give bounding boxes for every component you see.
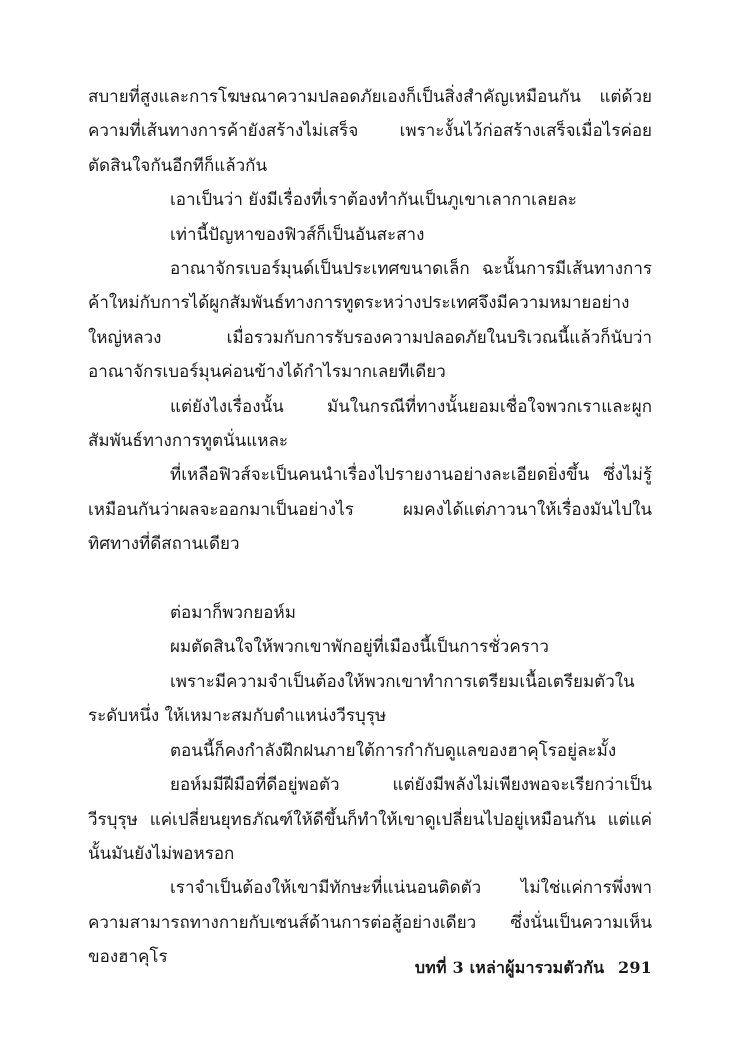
page-footer — [300, 956, 652, 981]
paragraph-6: ที่เหลือฟิวส์จะเป็นคนนำเรื่องไปรายงานอย่างละเอียดยิ่งขึ้น ซึ่งไม่รู้เหมือนกันว่าผลจะออกมาเป็นอย่างไร ผมคงได้แต่ภาวนาให้เรื่องมันไปในทิศทางที่ดีสถานเดียว — [88, 465, 652, 555]
paragraph-11: ยอห์มมีฝีมือที่ดีอยู่พอตัว แต่ยังมีพลังไม่เพียงพอจะเรียกว่าเป็นวีรบุรุษ แค่เปลี่ยนยุทธภัณฑ์ให้ดีขึ้นก็ทำให้เขาดูเปลี่ยนไปอยู่เหมือนกัน แต่แค่นั้นมันยังไม่พอหรอก — [88, 775, 652, 864]
paragraph-2: เอาเป็นว่า ยังมีเรื่องที่เราต้องทำกันเป็นภูเขาเลากาเลยละ — [170, 190, 577, 211]
page-number: 291 — [618, 958, 652, 977]
paragraph-9: เพราะมีความจำเป็นต้องให้พวกเขาทำการเตรียมเนื้อเตรียมตัวในระดับหนึ่ง ให้เหมาะสมกับตำแหน่งวีรบุรุษ — [88, 671, 635, 727]
page-body — [88, 80, 652, 975]
paragraph-12: เราจำเป็นต้องให้เขามีทักษะที่แน่นอนติดตัว ไม่ใช่แค่การพึ่งพาความสามารถทางกายกับเซนส์ด้านการต่อสู้อย่างเดียว ซึ่งนั่นเป็นความเห็นของฮาคุโร — [88, 878, 652, 968]
paragraph-10: ตอนนี้ก็คงกำลังฝึกฝนภายใต้การกำกับดูแลของฮาคุโรอยู่ละมั้ง — [170, 740, 617, 761]
paragraph-1: สบายที่สูงและการโฆษณาความปลอดภัยเองก็เป็นสิ่งสำคัญเหมือนกัน แต่ด้วยความที่เส้นทางการค้ายังสร้างไม่เสร็จ เพราะงั้นไว้ก่อสร้างเสร็จเมื่อไรค่อยตัดสินใจกันอีกทีก็แล้วกัน — [88, 87, 652, 176]
paragraph-3: เท่านี้ปัญหาของฟิวส์ก็เป็นอันสะสาง — [170, 224, 425, 245]
paragraph-8: ผมตัดสินใจให้พวกเขาพักอยู่ที่เมืองนี้เป็นการชั่วคราว — [170, 637, 549, 658]
paragraph-7: ต่อมาก็พวกยอห์ม — [170, 603, 296, 624]
running-title: บทที่ 3 เหล่าผู้มารวมตัวกัน — [414, 958, 605, 977]
paragraph-4: อาณาจักรเบอร์มุนด์เป็นประเทศขนาดเล็ก ฉะนั้นการมีเส้นทางการค้าใหม่กับการได้ผูกสัมพันธ์ทางการทูตระหว่างประเทศจึงมีความหมายอย่างใหญ่หลวง เมื่อรวมกับการรับรองความปลอดภัยในบริเวณนี้แล้วก็นับว่าอาณาจักรเบอร์มุนค่อนข้างได้กำไรมากเลยทีเดียว — [88, 259, 652, 383]
paragraph-5: แต่ยังไงเรื่องนั้น มันในกรณีที่ทางนั้นยอมเชื่อใจพวกเราและผูกสัมพันธ์ทางการทูตนั่นแหละ — [88, 396, 652, 452]
section-break — [88, 562, 652, 596]
